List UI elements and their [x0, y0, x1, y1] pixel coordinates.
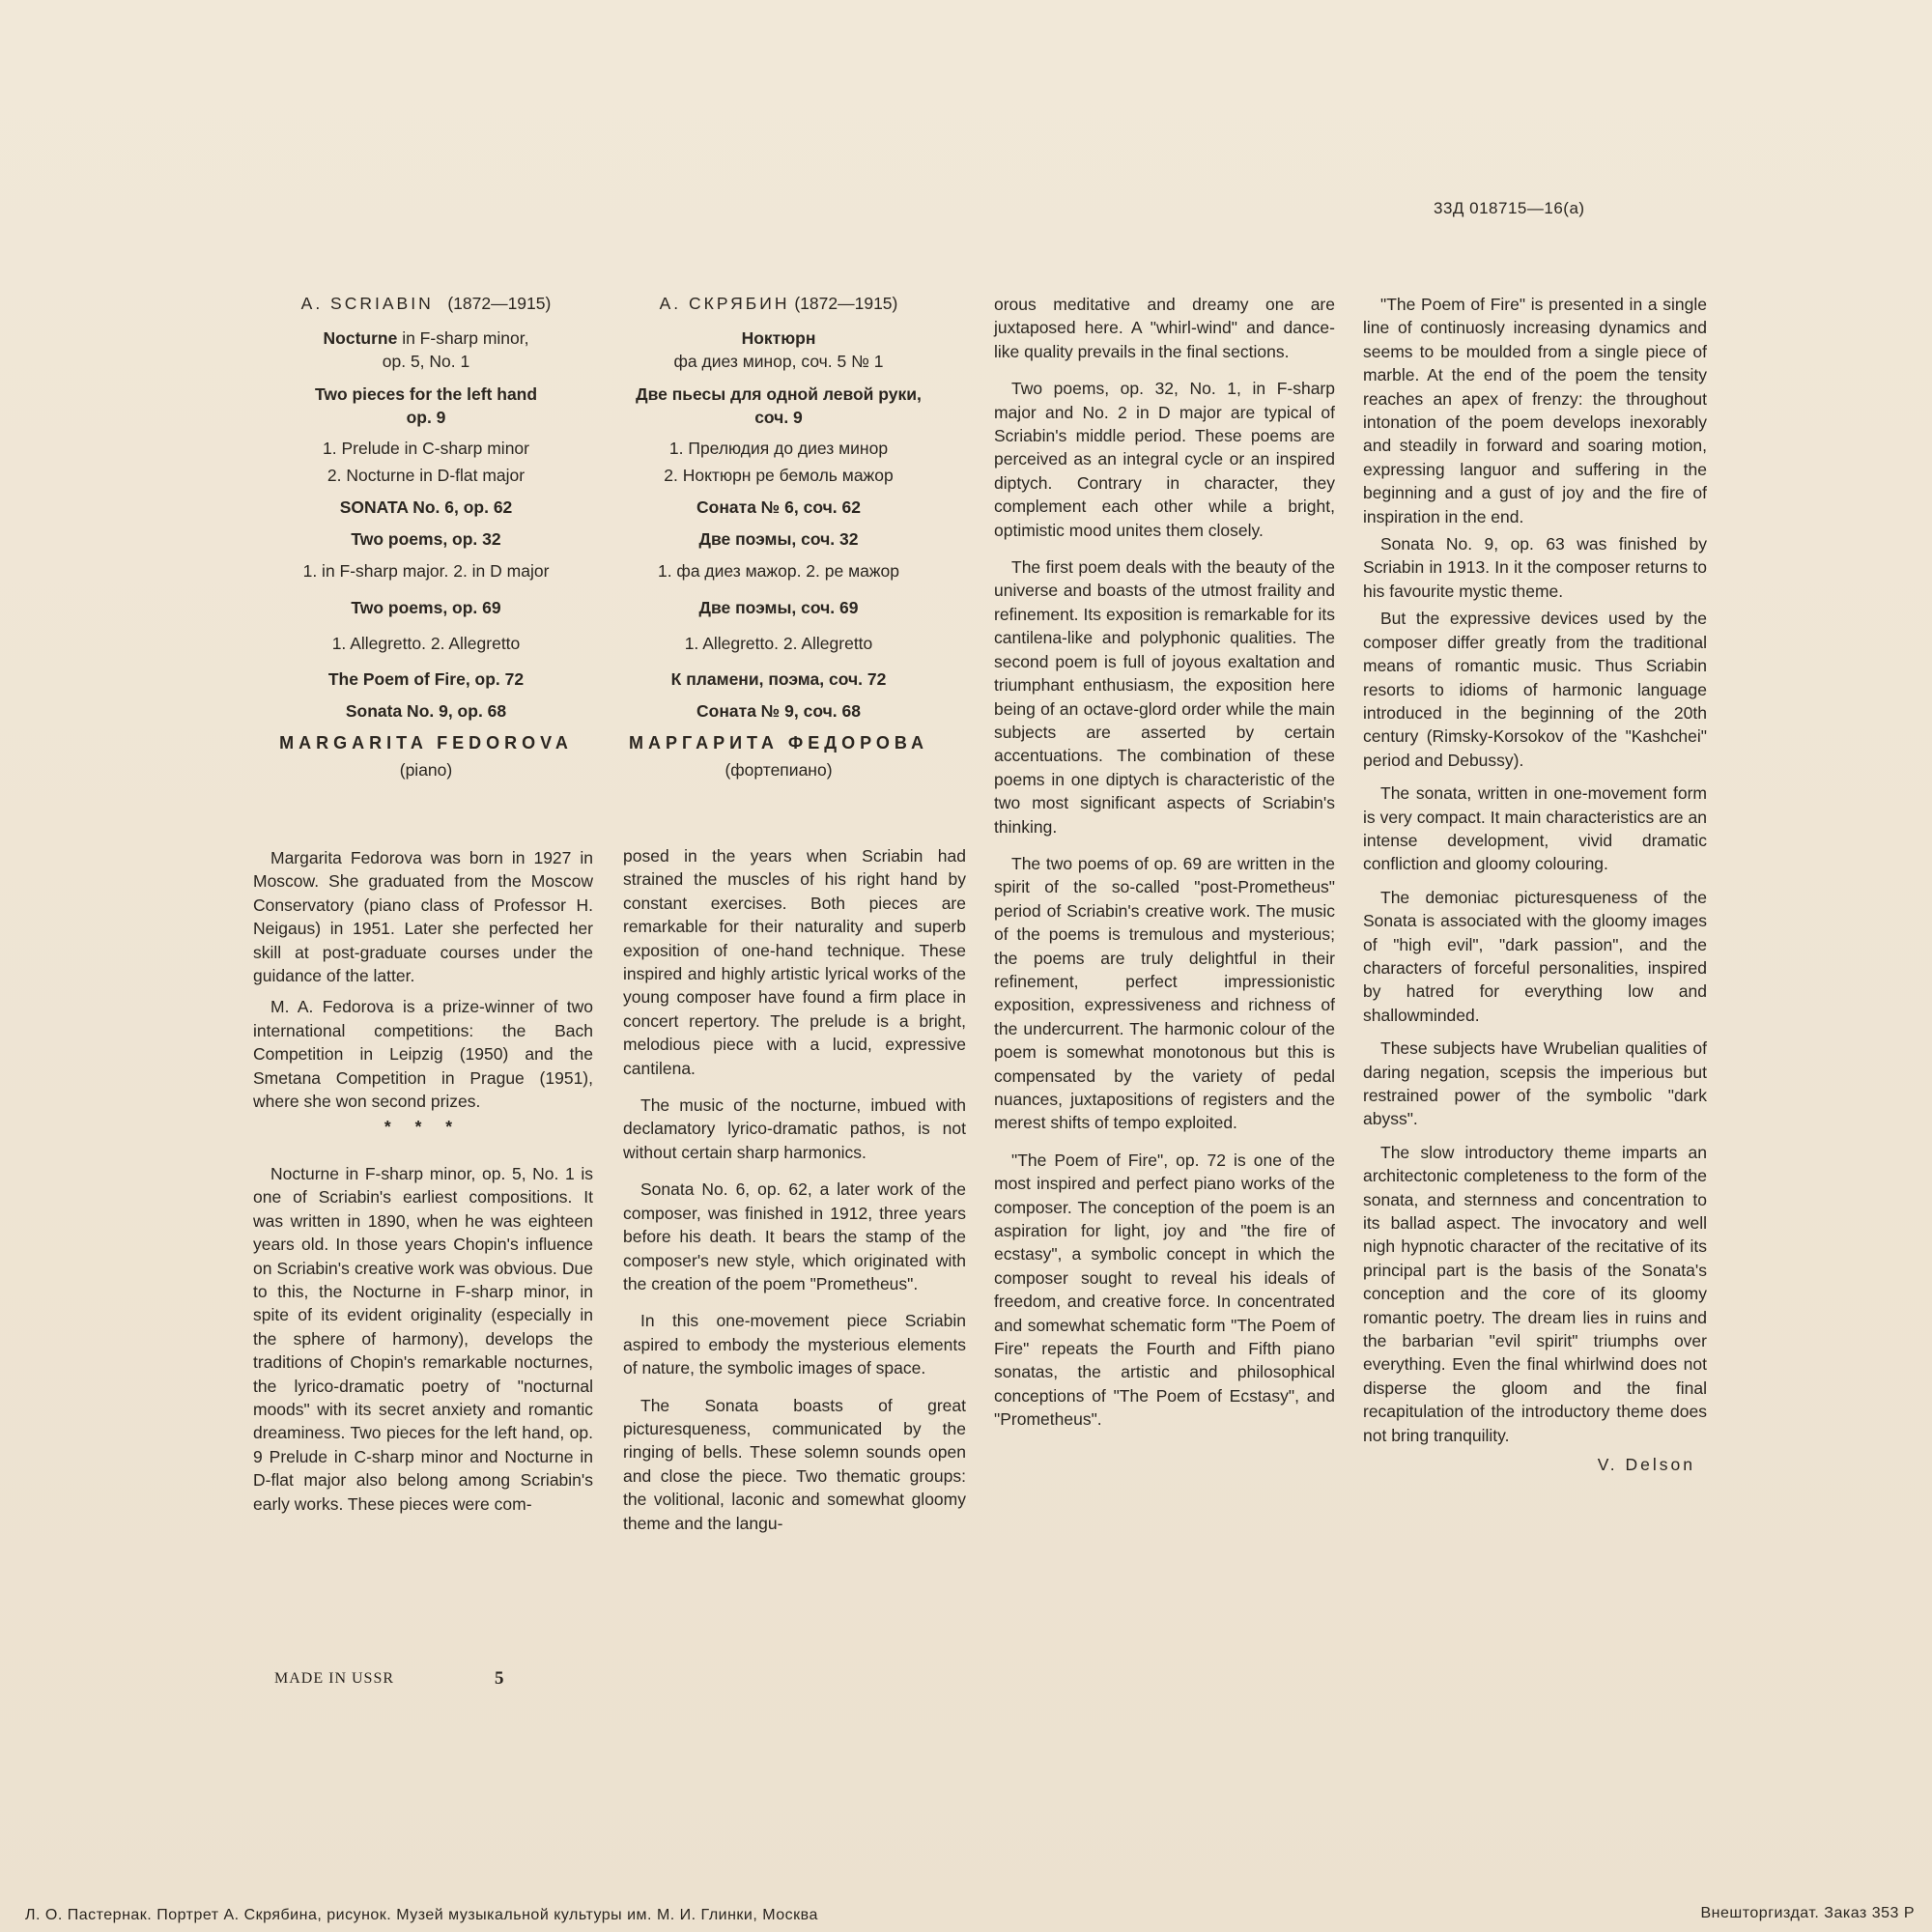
- nocturne2-en: 2. Nocturne in D-flat major: [327, 466, 526, 485]
- section-divider: * * *: [384, 1117, 463, 1137]
- poem-of-fire-ru: К пламени, поэма, соч. 72: [670, 669, 887, 689]
- catalog-number: 33Д 018715—16(а): [1434, 199, 1585, 217]
- paragraph: Nocturne in F-sharp minor, op. 5, No. 1 is one of Scriabin's earliest compositions. It was written in 1890, when he was eighteen years old. In those years Chopin's influence on Scriabin's creative work was obvious. Due to this, the Nocturne in F-sharp minor, in spite of its evident originality (especially in the sphere of harmony), develops the traditions of Chopin's remarkable nocturnes, the lyrico-dramatic poetry of "nocturnal moods" with its secret anxiety and romantic dreaminess. Two pieces for the left hand, op. 9 Prelude in C-sharp minor and Nocturne in D-flat major also belong among Scriabin's early works. These pieces were com-: [253, 1163, 593, 1514]
- poems69-en: Two poems, op. 69: [351, 598, 501, 617]
- poems69-tempi-ru: 1. Allegretto. 2. Allegretto: [684, 634, 873, 653]
- poems69-tempi-en: 1. Allegretto. 2. Allegretto: [331, 634, 521, 653]
- paragraph: "The Poem of Fire", op. 72 is one of the most inspired and perfect piano works of the composer. The conception of the poem is an aspiration for light, joy and "the fire of ecstasy", a symbolic concept in which the composer sought to reveal his ideals of freedom, and creative force. In concentrated and somewhat schematic form "The Poem of Fire" repeats the Fourth and Fifth piano sonatas, the artistic and philosophical conceptions of "The Poem of Ecstasy", and "Prometheus".: [994, 1150, 1335, 1430]
- composer-dates-ru: (1872—1915): [794, 294, 898, 313]
- sonata6-en: SONATA No. 6, op. 62: [339, 497, 513, 517]
- publisher-order: Внешторгиздат. Заказ 353 Р: [1700, 1905, 1915, 1921]
- paragraph: Sonata No. 9, op. 63 was finished by Scriabin in 1913. In it the composer returns to his favourite mystic theme.: [1363, 534, 1707, 601]
- two-pieces-title-en: Two pieces for the left hand: [314, 384, 538, 404]
- two-pieces-title-ru: Две пьесы для одной левой руки,: [636, 384, 922, 404]
- poems32-keys-ru: 1. фа диез мажор. 2. ре мажор: [657, 561, 900, 581]
- nocturne-title-en: [254, 327, 598, 373]
- russian-heading: [607, 292, 951, 790]
- instrument-ru: (фортепиано): [724, 760, 833, 780]
- paragraph: Margarita Fedorova was born in 1927 in Moscow. She graduated from the Moscow Conservatory (piano class of Professor H. Neigaus) in 1951. Later she perfected her skill at post-graduate courses under the guidance of the latter.: [253, 848, 593, 986]
- performer-en: MARGARITA FEDOROVA: [279, 733, 573, 753]
- text-column-3: [994, 293, 1335, 1439]
- sonata6-ru: Соната № 6, соч. 62: [696, 497, 861, 517]
- paragraph: The sonata, written in one-movement form is very compact. It main characteristics are an intense development, vivid dramatic confliction and gloomy colouring.: [1363, 783, 1707, 874]
- poem-of-fire-en: The Poem of Fire, op. 72: [327, 669, 525, 689]
- paragraph: But the expressive devices used by the composer differ greatly from the traditional means of romantic music. Thus Scriabin resorts to idioms of harmonic language introduced in the beginning of the 20th century (Rimsky-Korsokov of the "Kashchei" period and Debussy).: [1363, 609, 1707, 770]
- paragraph: The Sonata boasts of great picturesqueness, communicated by the ringing of bells. These solemn sounds open and close the piece. Two thematic groups: the volitional, laconic and somewhat gloomy theme and the langu-: [623, 1395, 966, 1533]
- page-number: 5: [495, 1668, 504, 1689]
- nocturne-key-ru: фа диез минор, соч. 5 № 1: [673, 352, 884, 371]
- text-column-1: [253, 846, 593, 1523]
- two-pieces-opus-en: op. 9: [406, 408, 446, 427]
- paragraph: The first poem deals with the beauty of the universe and boasts of the utmost fraility and refinement. Its exposition is remarkable for its cantilena-like and polyphonic qualities. The second poem is full of joyous exaltation and triumphant enthusiasm, the exposition here being of an octave-glord order while the main subjects are asserted by certain accentuations. The combination of these poems in one diptych is characteristic of the two most significant aspects of Scriabin's thinking.: [994, 557, 1335, 837]
- nocturne-opus-en: op. 5, No. 1: [382, 352, 470, 371]
- portrait-credit: Л. О. Пастернак. Портрет А. Скрябина, рисунок. Музей музыкальной культуры им. М. И. Глинки, Москва: [25, 1907, 818, 1923]
- paragraph: posed in the years when Scriabin had strained the muscles of his right hand by constant exercises. Both pieces are remarkable for their naturality and superb exposition of one-hand technique. These inspired and highly artistic lyrical works of the young composer have found a firm place in concert repertory. The prelude is a bright, melodious piece with a lucid, expressive cantilena.: [623, 846, 966, 1078]
- two-pieces-opus-ru: соч. 9: [754, 408, 803, 427]
- text-column-4: [1363, 293, 1707, 1477]
- paragraph: Sonata No. 6, op. 62, a later work of the composer, was finished in 1912, three years before his death. It bears the stamp of the composer's new style, which originated with the creation of the poem "Prometheus".: [623, 1179, 966, 1293]
- english-heading: [254, 292, 598, 790]
- nocturne-label-ru: Ноктюрн: [741, 328, 816, 348]
- made-in-label: MADE IN USSR: [274, 1670, 395, 1687]
- paragraph: "The Poem of Fire" is presented in a single line of continuosly increasing dynamics and seems to be moulded from a single piece of marble. At the end of the poem the tensity reaches an apex of frenzy: the throughout intonation of the poem develops inexorably and steadily in forward and soaring motion, expressing languor and suffering in the beginning and a gust of joy and the fire of inspiration in the end.: [1363, 295, 1707, 526]
- paragraph: The slow introductory theme imparts an architectonic completeness to the form of the sonata, and sternness and concentration to its ballad aspect. The invocatory and well nigh hypnotic character of the recitative of its principal part is the basis of the Sonata's conception and the core of its gloomy romantic poetry. The dream lies in ruins and the barbarian "evil spirit" triumphs over everything. Even the final whirlwind does not disperse the gloom and the final recapitulation of the introductory theme does not bring tranquility.: [1363, 1142, 1707, 1445]
- sonata9-en: Sonata No. 9, op. 68: [345, 701, 507, 721]
- composer-name-en: A. SCRIABIN: [300, 294, 434, 313]
- nocturne-label-en: Nocturne: [323, 328, 398, 348]
- paragraph: The two poems of op. 69 are written in the spirit of the so-called "post-Prometheus" period of Scriabin's creative work. The music of the poems is tremulous and mysterious; the poems are truly delightful in their refinement, perfect impressionistic exposition, expressiveness and richness of the undercurrent. The harmonic colour of the poem is somewhat monotonous but this is compensated by the variety of pedal nuances, juxtapositions of registers and the merest shifts of tempo exploited.: [994, 853, 1335, 1133]
- paragraph: orous meditative and dreamy one are juxtaposed here. A "whirl-wind" and dance-like quality prevails in the final sections.: [994, 295, 1335, 361]
- paragraph: Two poems, op. 32, No. 1, in F-sharp major and No. 2 in D major are typical of Scriabin's middle period. These poems are perceived as an integral cycle or an inspired diptych. Contrary in character, they complement each other while a bright, optimistic mood unites them closely.: [994, 379, 1335, 540]
- nocturne2-ru: 2. Ноктюрн ре бемоль мажор: [664, 466, 894, 485]
- poems32-en: Two poems, op. 32: [351, 529, 501, 549]
- performer-ru: МАРГАРИТА ФЕДОРОВА: [629, 733, 928, 753]
- poems32-keys-en: 1. in F-sharp major. 2. in D major: [302, 561, 550, 581]
- author-signature: V. Delson: [1597, 1455, 1695, 1475]
- paragraph: The music of the nocturne, imbued with declamatory lyrico-dramatic pathos, is not without certain sharp harmonics.: [623, 1095, 966, 1162]
- poems32-ru: Две поэмы, соч. 32: [698, 529, 859, 549]
- paragraph: The demoniac picturesqueness of the Sonata is associated with the gloomy images of "high evil", "dark passion", and the characters of forceful personalities, inspired by hatred for everything low and shallowminded.: [1363, 887, 1707, 1025]
- paragraph: These subjects have Wrubelian qualities of daring negation, scepsis the imperious but restrained power of the symbolic "dark abyss".: [1363, 1038, 1707, 1129]
- poems69-ru: Две поэмы, соч. 69: [698, 598, 859, 617]
- prelude-ru: 1. Прелюдия до диез минор: [668, 439, 889, 458]
- sonata9-ru: Соната № 9, соч. 68: [696, 701, 861, 721]
- composer-dates-en: (1872—1915): [447, 294, 552, 313]
- nocturne-key-en: in F-sharp minor,: [397, 328, 529, 348]
- paragraph: In this one-movement piece Scriabin aspired to embody the mysterious elements of nature, the symbolic images of space.: [623, 1311, 966, 1378]
- text-column-2: [623, 844, 966, 1543]
- paragraph: M. A. Fedorova is a prize-winner of two international competitions: the Bach Competition in Leipzig (1950) and the Smetana Competition in Prague (1951), where she won second prizes.: [253, 997, 593, 1112]
- prelude-en: 1. Prelude in C-sharp minor: [323, 439, 529, 458]
- composer-name-ru: А. СКРЯБИН: [659, 294, 790, 313]
- instrument-en: (piano): [399, 760, 453, 780]
